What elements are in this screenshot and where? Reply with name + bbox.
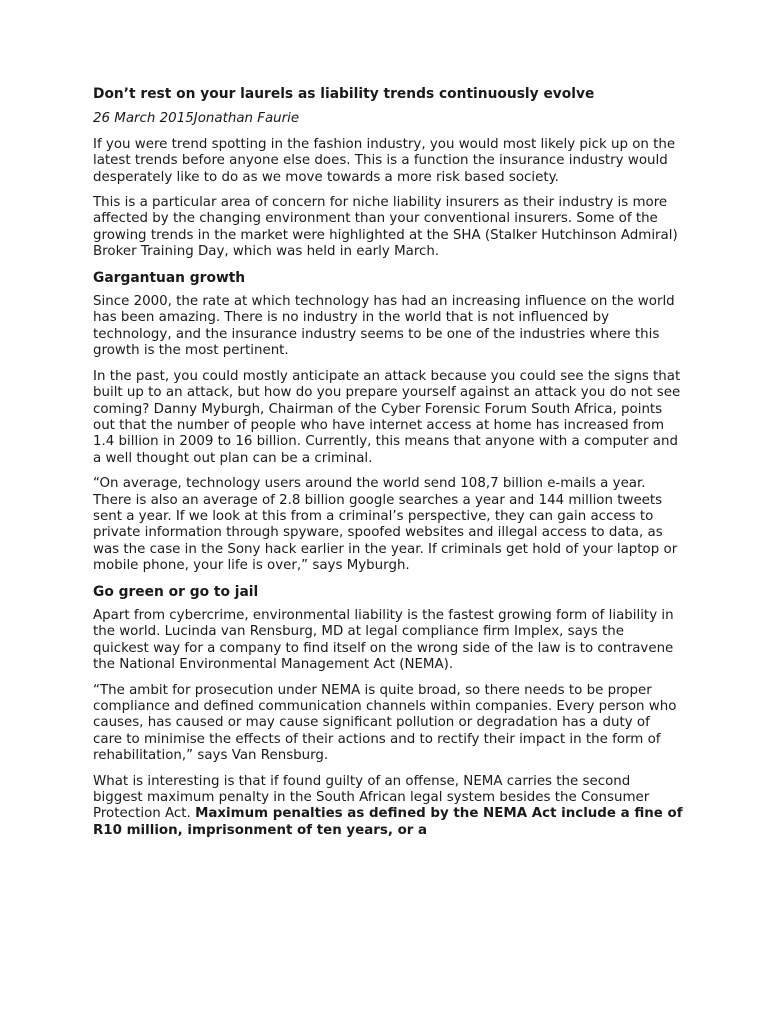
section-heading-gargantuan-growth: Gargantuan growth bbox=[93, 269, 246, 286]
paragraph-van-rensburg-quote: “The ambit for prosecution under NEMA is quite broad, so there needs to be proper compliance and defined communication channels within companies. Every person who causes, has caused or may cause significant pollution or degradation has a duty of care to minimise the effects of their actions and to rectify their impact in the form of rehabilitation,” says Van Rensburg. bbox=[93, 682, 677, 764]
section-heading-go-green: Go green or go to jail bbox=[93, 583, 259, 600]
paragraph-cyber-attack: In the past, you could mostly anticipate an attack because you could see the signs that built up to an attack, but how do you prepare yourself against an attack you do not see coming? Danny Myburgh, Chairman of the Cyber Forensic Forum South Africa, points out that the number of people who have internet access at home has increased from 1.4 billion in 2009 to 16 billion. Currently, this means that anyone with a computer and a well thought out plan can be a criminal. bbox=[93, 368, 681, 466]
paragraph-intro: If you were trend spotting in the fashion industry, you would most likely pick up on the latest trends before anyone else does. This is a function the insurance industry would desperately like to do as we move towards a more risk based society. bbox=[93, 136, 676, 185]
nema-penalty-text: What is interesting is that if found guilty of an offense, NEMA carries the second biggest maximum penalty in the South African legal system besides the Consumer Protection Act. bbox=[93, 773, 650, 822]
article-title: Don’t rest on your laurels as liability trends continuously evolve bbox=[93, 86, 595, 102]
paragraph-niche-insurers: This is a particular area of concern for niche liability insurers as their industry is more affected by the changing environment than your conventional insurers. Some of the growing trends in the market were highlighted at the SHA (Stalker Hutchinson Admiral) Broker Training Day, which was held in early March. bbox=[93, 195, 678, 260]
paragraph-technology-growth: Since 2000, the rate at which technology has had an increasing influence on the world has been amazing. There is no industry in the world that is not influenced by technology, and the insurance industry seems to be one of the industries where this growth is the most pertinent. bbox=[93, 294, 675, 359]
paragraph-nema-penalty bbox=[93, 774, 683, 840]
document-page bbox=[93, 86, 683, 848]
article-byline: 26 March 2015Jonathan Faurie bbox=[93, 111, 300, 127]
nema-penalty-bold-text: Maximum penalties as defined by the NEMA Act include a fine of R10 million, imprisonment of ten years, or a bbox=[93, 806, 683, 838]
paragraph-environmental-liability: Apart from cybercrime, environmental liability is the fastest growing form of liability in the world. Lucinda van Rensburg, MD at legal compliance firm Implex, says the quickest way for a company to find itself on the wrong side of the law is to contravene the National Environmental Management Act (NEMA). bbox=[93, 607, 674, 673]
paragraph-myburgh-quote: “On average, technology users around the world send 108,7 billion e-mails a year. There is also an average of 2.8 billion google searches a year and 144 million tweets sent a year. If we look at this from a criminal’s perspective, they can gain access to private information through spyware, spoofed websites and illegal access to data, as was the case in the Sony hack earlier in the year. If criminals get hold of your laptop or mobile phone, your life is over,” says Myburgh. bbox=[93, 476, 678, 574]
